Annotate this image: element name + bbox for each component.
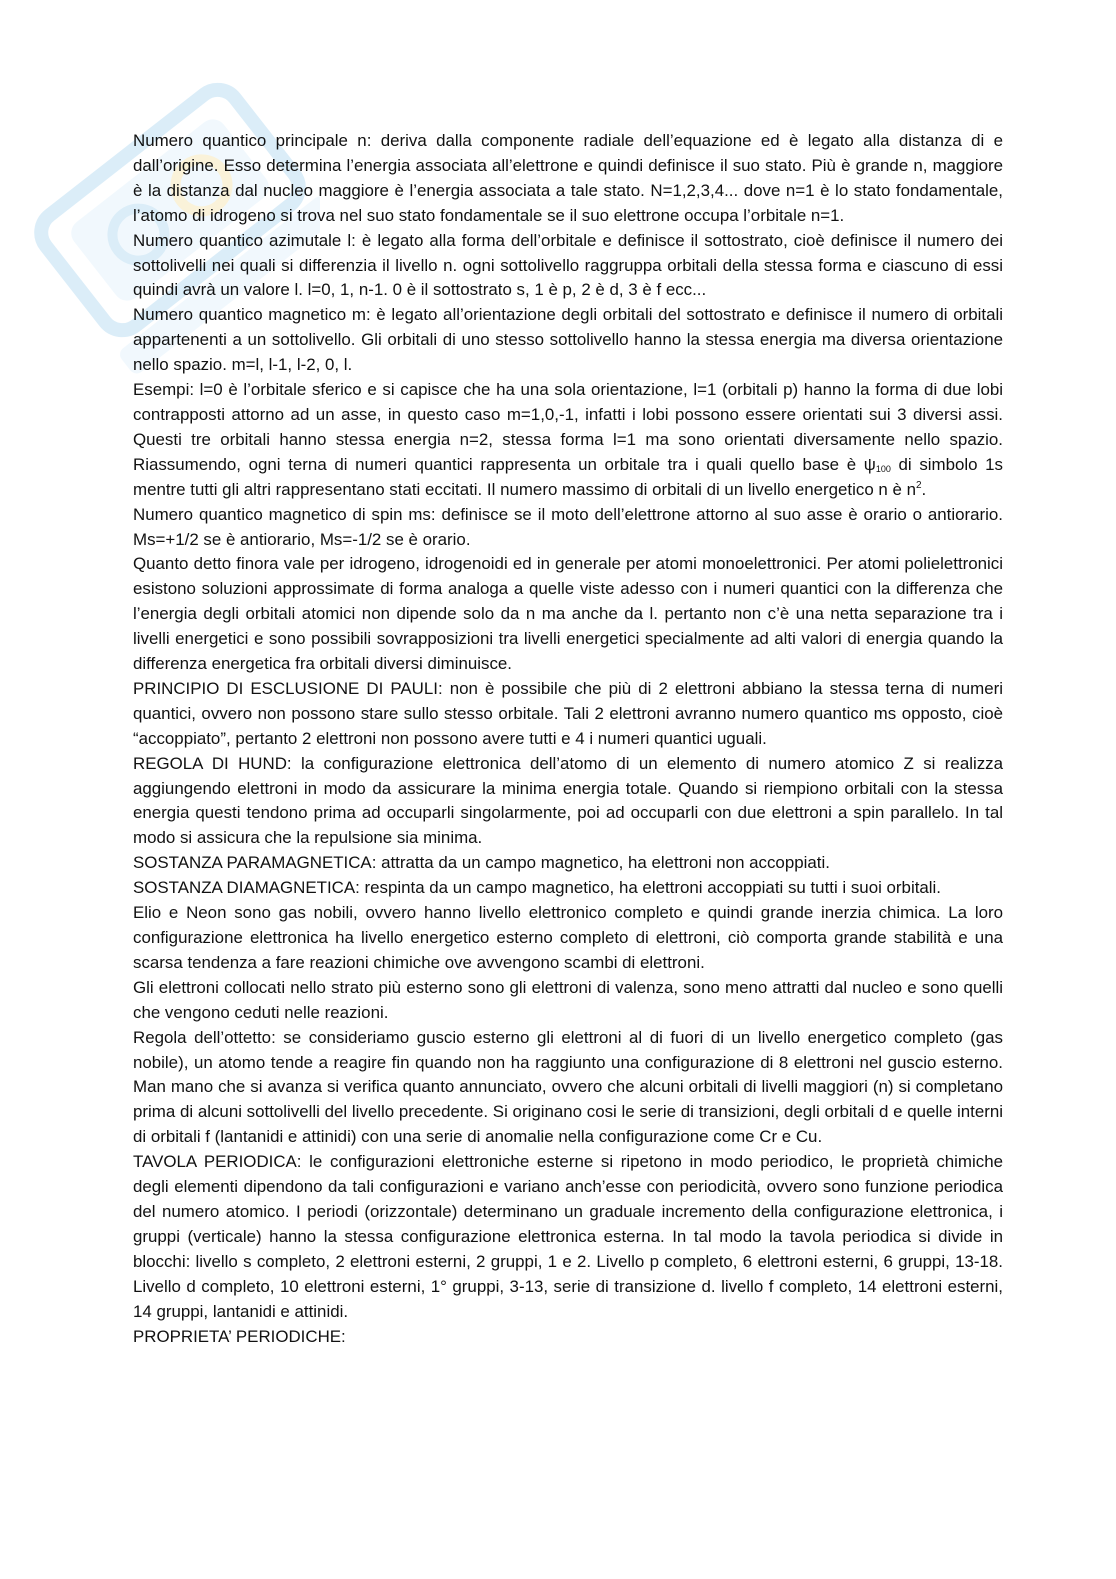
paragraph-numero-principale: Numero quantico principale n: deriva dalla componente radiale dell’equazione ed è legato alla distanza di e dall’origine. Esso determina l’energia associata all’elettrone e quindi definisce il suo stato. Più è grande n, maggiore è la distanza dal nucleo maggiore è l’energia associata a tale stato. N=1,2,3,4... dove n=1 è lo stato fondamentale, l’atomo di idrogeno si trova nel suo stato fondamentale se il suo elettrone occupa l’orbitale n=1.: [133, 131, 1003, 225]
esempi-text-continued: di simbolo 1s mentre tutti gli altri rappresentano stati eccitati. Il numero massimo di orbitali di un livello energetico n è n: [133, 454, 1004, 499]
paragraph-polielettronici: Quanto detto finora vale per idrogeno, idrogenoidi ed in generale per atomi monoelettronici. Per atomi polielettronici esistono soluzioni approssimate di forma analoga a quelle viste adesso con i numeri quantici con la differenza che l’energia degli orbitali atomici non dipende solo da n ma anche da l. pertanto non c’è una netta separazione tra i livelli energetici e sono possibili sovrapposizioni tra livelli energetici specialmente ad alti valori di energia quando la differenza energetica fra orbitali diversi diminuisce.: [133, 554, 1003, 674]
paragraph-hund: REGOLA DI HUND: la configurazione elettronica dell’atomo di un elemento di numero atomico Z si realizza aggiungendo elettroni in modo da assicurare la minima energia totale. Quando si riempiono orbitali con la stessa energia questi tendono prima ad occuparli singolarmente, poi ad occuparli con due elettroni a spin parallelo. In tal modo si assicura che la repulsione sia minima.: [133, 753, 1003, 848]
paragraph-paramagnetica: SOSTANZA PARAMAGNETICA: attratta da un campo magnetico, ha elettroni non accoppiati.: [133, 853, 830, 873]
document-body: [133, 129, 1003, 1349]
paragraph-pauli: PRINCIPIO DI ESCLUSIONE DI PAULI: non è possibile che più di 2 elettroni abbiano la stessa terna di numeri quantici, ovvero non possono stare sullo stesso orbitale. Tali 2 elettroni avranno numero quantico ms opposto, cioè “accoppiato”, pertanto 2 elettroni non possono avere tutti e 4 i numeri quantici uguali.: [133, 678, 1003, 748]
paragraph-esempi: [133, 378, 1003, 503]
paragraph-numero-azimutale: Numero quantico azimutale l: è legato alla forma dell’orbitale e definisce il sottostrato, cioè definisce il numero dei sottolivelli nei quali si differenzia il livello n. ogni sottolivello raggruppa orbitali della stessa forma e ciascuno di essi quindi avrà un valore l. l=0, 1, n-1. 0 è il sottostrato s, 1 è p, 2 è d, 3 è f ecc...: [133, 230, 1003, 300]
paragraph-gas-nobili: Elio e Neon sono gas nobili, ovvero hanno livello elettronico completo e quindi grande inerzia chimica. La loro configurazione elettronica ha livello energetico esterno completo di elettroni, ciò comporta grande stabilità e una scarsa tendenza a fare reazioni chimiche ove avvengono scambi di elettroni.: [133, 903, 1003, 972]
paragraph-numero-magnetico: Numero quantico magnetico m: è legato all’orientazione degli orbitali del sottostrato e definisce il numero di orbitali appartenenti a un sottolivello. Gli orbitali di uno stesso sottolivello hanno la stessa energia ma diversa orientazione nello spazio. m=l, l-1, l-2, 0, l.: [133, 305, 1003, 375]
paragraph-ottetto: Regola dell’ottetto: se consideriamo guscio esterno gli elettroni al di fuori di un livello energetico completo (gas nobile), un atomo tende a reagire fin quando non ha raggiunto una configurazione di 8 elettroni nel guscio esterno. Man mano che si avanza si verifica quanto annunciato, ovvero che alcuni orbitali di livelli maggiori (n) si completano prima di alcuni sottolivelli del livello precedente. Si originano cosi le serie di transizioni, degli orbitali d e quelle interni di orbitali f (lantanidi e attinidi) con una serie di anomalie nella configurazione come Cr e Cu.: [133, 1027, 1003, 1147]
esempi-text: Esempi: l=0 è l’orbitale sferico e si capisce che ha una sola orientazione, l=1 (orbitali p) hanno la forma di due lobi contrapposti attorno ad un asse, in questo caso m=1,0,-1, infatti i lobi possono essere orientati sui 3 diversi assi. Questi tre orbitali hanno stessa energia n=2, stessa forma l=1 ma sono orientati diversamente nello spazio. Riassumendo, ogni terna di numeri quantici rappresenta un orbitale tra i quali quello base è ψ: [133, 380, 1003, 474]
paragraph-valenza: Gli elettroni collocati nello strato più esterno sono gli elettroni di valenza, sono meno attratti dal nucleo e sono quelli che vengono ceduti nelle reazioni.: [133, 977, 1003, 1022]
esempi-text-end: .: [921, 479, 927, 499]
paragraph-tavola-periodica: TAVOLA PERIODICA: le configurazioni elettroniche esterne si ripetono in modo periodico, le proprietà chimiche degli elementi dipendono da tali configurazioni e variano anch’esse con periodicità, ovvero sono funzione periodica del numero atomico. I periodi (orizzontale) determinano un graduale incremento della configurazione elettronica, i gruppi (verticale) hanno la stessa configurazione elettronica esterna. In tal modo la tavola periodica si divide in blocchi: livello s completo, 2 elettroni esterni, 2 gruppi, 1 e 2. Livello p completo, 6 elettroni esterni, 6 gruppi, 13-18. Livello d completo, 10 elettroni esterni, 1° gruppi, 3-13, serie di transizione d. livello f completo, 14 elettroni esterni, 14 gruppi, lantanidi e attinidi.: [133, 1152, 1003, 1321]
paragraph-proprieta-periodiche: PROPRIETA’ PERIODICHE:: [133, 1326, 346, 1346]
n-superscript: 2: [915, 479, 922, 491]
paragraph-diamagnetica: SOSTANZA DIAMAGNETICA: respinta da un campo magnetico, ha elettroni accoppiati su tutti i suoi orbitali.: [133, 878, 941, 898]
psi-subscript: 100: [875, 463, 891, 474]
paragraph-spin: Numero quantico magnetico di spin ms: definisce se il moto dell’elettrone attorno al suo asse è orario o antiorario. Ms=+1/2 se è antiorario, Ms=-1/2 se è orario.: [133, 504, 1003, 549]
